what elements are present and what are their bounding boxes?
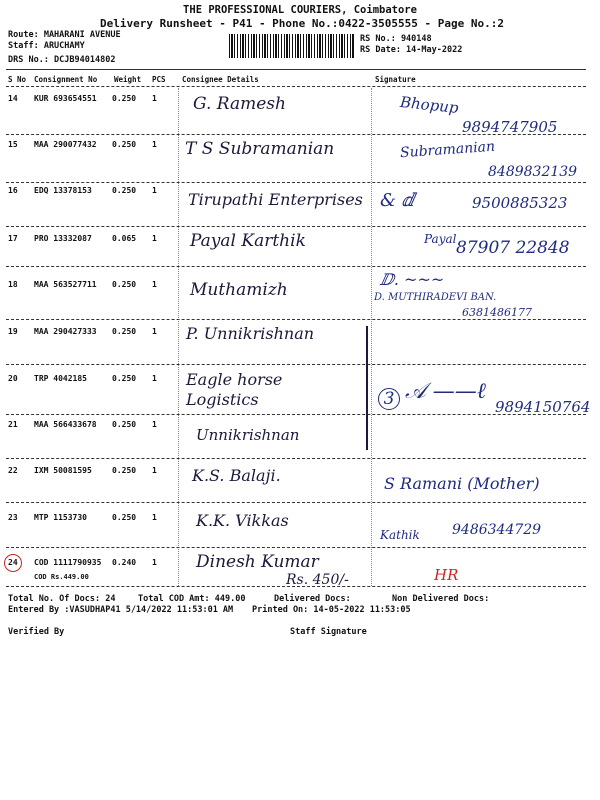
- col-consignment: Consignment No: [34, 75, 98, 84]
- row-divider: [6, 182, 586, 183]
- staff-signature: Staff Signature: [290, 627, 367, 637]
- col-signature: Signature: [375, 75, 416, 84]
- row-divider: [6, 134, 586, 135]
- weight: 0.240: [112, 558, 137, 567]
- consignee-name: Payal Karthik: [190, 231, 306, 251]
- consignee-name: G. Ramesh: [193, 94, 286, 114]
- signature-phone: 9894150764: [495, 398, 591, 416]
- consignee-name: T S Subramanian: [185, 139, 335, 159]
- signature-scribble: Kathik: [380, 528, 420, 542]
- consignment-no: MAA 290077432: [34, 140, 97, 149]
- sno: 20: [8, 374, 18, 383]
- weight: 0.250: [112, 280, 137, 289]
- company-title: THE PROFESSIONAL COURIERS, Coimbatore: [183, 4, 417, 16]
- signature-name: S Ramani (Mother): [384, 474, 540, 493]
- pcs: 1: [152, 94, 157, 103]
- pcs: 1: [152, 327, 157, 336]
- row-divider: [6, 458, 586, 459]
- weight: 0.250: [112, 420, 137, 429]
- signature-phone: 8489832139: [488, 164, 578, 180]
- col-consignee: Consignee Details: [182, 75, 259, 84]
- consignment-no: MAA 563527711: [34, 280, 97, 289]
- sno: 17: [8, 234, 18, 243]
- consignment-no: KUR 693654551: [34, 94, 97, 103]
- header-bottom-rule: [6, 86, 586, 87]
- sno: 15: [8, 140, 18, 149]
- consignment-no: EDQ 13378153: [34, 186, 92, 195]
- signature-phone: 6381486177: [462, 306, 532, 319]
- route-label: Route: MAHARANI AVENUE: [8, 30, 121, 40]
- row-divider: [6, 502, 586, 503]
- consignee-name: Dinesh Kumar: [196, 552, 319, 572]
- sno: 18: [8, 280, 18, 289]
- consignee-name: Eagle horse Logistics: [186, 370, 283, 409]
- non-delivered-docs: Non Delivered Docs:: [392, 594, 490, 604]
- pcs: 1: [152, 186, 157, 195]
- drs-number: DRS No.: DCJB94014802: [8, 55, 116, 65]
- signature-mark: ⅅ. ~~~: [380, 270, 445, 289]
- staff-label: Staff: ARUCHAMY: [8, 41, 85, 51]
- header-top-rule: [6, 69, 586, 70]
- consignment-no: MAA 290427333: [34, 327, 97, 336]
- col-sno: S No: [8, 75, 27, 84]
- signature-initials: HR: [434, 566, 459, 584]
- printed-on: Printed On: 14-05-2022 11:53:05: [252, 605, 411, 615]
- sno: 14: [8, 94, 18, 103]
- weight: 0.250: [112, 94, 137, 103]
- weight: 0.250: [112, 140, 137, 149]
- bracket-line: [366, 326, 368, 450]
- sno: 22: [8, 466, 18, 475]
- pcs: 1: [152, 140, 157, 149]
- consignee-name: K.S. Balaji.: [192, 466, 281, 485]
- consignment-no: TRP 4042185: [34, 374, 87, 383]
- consignee-col-rule: [178, 88, 179, 586]
- sno: 24: [8, 558, 18, 567]
- row-divider: [6, 414, 586, 415]
- consignee-name: K.K. Vikkas: [196, 511, 289, 530]
- signature-phone: 9486344729: [452, 522, 542, 538]
- signature-name: D. MUTHIRADEVI BAN.: [374, 292, 497, 303]
- cod-handwritten: Rs. 450/-: [286, 572, 349, 588]
- signature-phone: 87907 22848: [456, 238, 570, 258]
- weight: 0.250: [112, 466, 137, 475]
- signature-col-rule: [371, 88, 372, 586]
- row-divider: [6, 266, 586, 267]
- row-divider: [6, 364, 586, 365]
- consignment-no: PRO 13332087: [34, 234, 92, 243]
- signature-phone: 9894747905: [462, 118, 558, 136]
- pcs: 1: [152, 558, 157, 567]
- signature-phone: 9500885323: [472, 194, 568, 212]
- weight: 0.250: [112, 327, 137, 336]
- sno: 16: [8, 186, 18, 195]
- weight: 0.250: [112, 513, 137, 522]
- signature-scribble: Subramanian: [399, 138, 496, 162]
- entered-by: Entered By :VASUDHAP41 5/14/2022 11:53:01 AM: [8, 605, 234, 615]
- row-divider: [6, 547, 586, 548]
- rs-date: RS Date: 14-May-2022: [360, 45, 463, 55]
- pcs: 1: [152, 234, 157, 243]
- row-divider: [6, 226, 586, 227]
- pcs: 1: [152, 280, 157, 289]
- consignee-name: P. Unnikrishnan: [186, 324, 315, 343]
- consignee-name: Muthamizh: [190, 280, 288, 300]
- consignee-name: Unnikrishnan: [196, 426, 300, 444]
- consignment-no: MTP 1153730: [34, 513, 87, 522]
- pcs: 1: [152, 466, 157, 475]
- row-divider: [6, 586, 586, 587]
- total-cod: Total COD Amt: 449.00: [138, 594, 246, 604]
- col-pcs: PCS: [152, 75, 166, 84]
- pcs: 1: [152, 374, 157, 383]
- col-weight: Weight: [114, 75, 142, 84]
- signature-mark: & ⅆ: [380, 190, 415, 211]
- sno: 23: [8, 513, 18, 522]
- consignment-no: COD 1111790935: [34, 558, 102, 567]
- delivered-docs: Delivered Docs:: [274, 594, 351, 604]
- barcode-image: [229, 34, 355, 58]
- weight: 0.250: [112, 374, 137, 383]
- consignment-no: IXM 50081595: [34, 466, 92, 475]
- signature-mark: 𝒜 ——ℓ: [405, 379, 486, 404]
- pcs: 1: [152, 513, 157, 522]
- signature-scribble: Bhopup: [399, 92, 460, 118]
- sno: 21: [8, 420, 18, 429]
- weight: 0.250: [112, 186, 137, 195]
- cod-amount: COD Rs.449.00: [34, 573, 89, 581]
- consignment-no: MAA 566433678: [34, 420, 97, 429]
- pcs: 1: [152, 420, 157, 429]
- runsheet-title: Delivery Runsheet - P41 - Phone No.:0422-3505555 - Page No.:2: [100, 17, 504, 30]
- row-divider: [6, 319, 586, 320]
- signature-scribble: Payal: [424, 232, 457, 246]
- rs-number: RS No.: 940148: [360, 34, 432, 44]
- consignee-name: Tirupathi Enterprises: [188, 190, 363, 209]
- verified-by: Verified By: [8, 627, 65, 637]
- weight: 0.065: [112, 234, 137, 243]
- bracket-count: 3: [378, 388, 400, 410]
- sno: 19: [8, 327, 18, 336]
- total-docs: Total No. Of Docs: 24: [8, 594, 116, 604]
